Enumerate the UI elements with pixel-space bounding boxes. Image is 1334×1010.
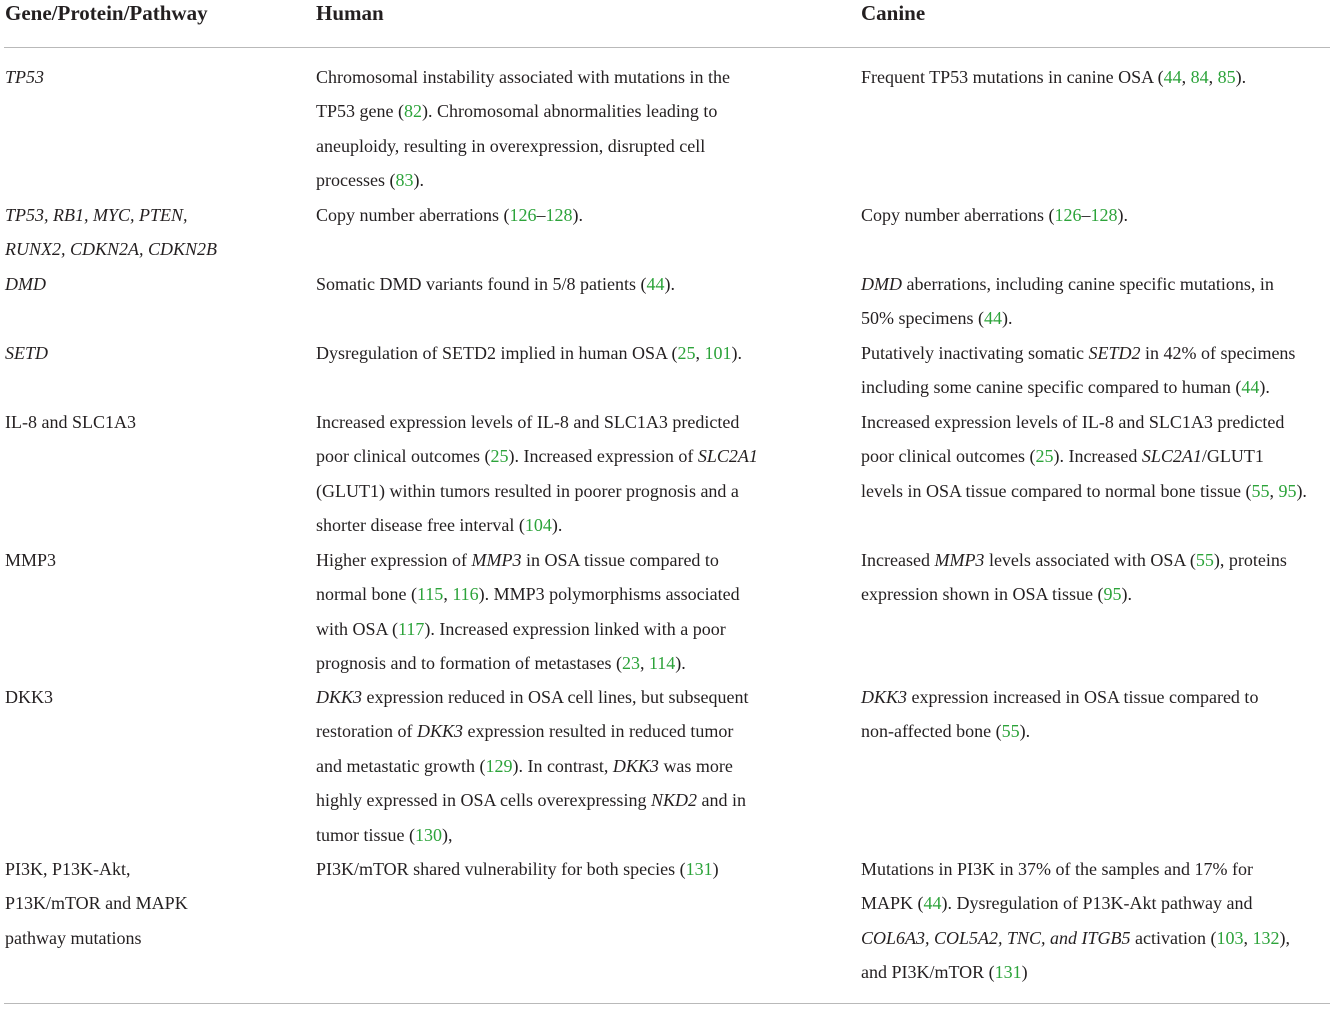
text-line <box>316 646 816 680</box>
italic-text: SETD <box>5 343 49 363</box>
human-cell <box>316 336 816 370</box>
text-segment: was more <box>658 755 733 776</box>
text-line <box>5 921 295 955</box>
text-line <box>316 818 816 852</box>
text-segment: ). Increased expression of <box>508 446 698 467</box>
reference-link[interactable]: 131 <box>685 859 713 879</box>
text-segment: highly expressed in OSA cells overexpressing <box>316 790 651 811</box>
text-segment: ) <box>1021 962 1028 983</box>
text-segment: , <box>1181 67 1191 87</box>
header-gene-protein-pathway: Gene/Protein/Pathway <box>5 1 208 25</box>
human-cell <box>316 405 816 543</box>
italic-text: MMP3 <box>471 550 522 570</box>
canine-cell <box>861 680 1331 749</box>
text-segment: TP53 gene ( <box>316 101 404 122</box>
text-segment: ). <box>1235 67 1247 87</box>
text-segment: in 42% of specimens <box>1140 343 1296 363</box>
text-segment: ). <box>572 205 583 225</box>
reference-link[interactable]: 116 <box>452 584 479 605</box>
reference-link[interactable]: 114 <box>648 653 676 674</box>
reference-link[interactable]: 23 <box>621 653 640 674</box>
text-segment: and PI3K/mTOR ( <box>861 962 995 983</box>
text-segment: 50% specimens ( <box>861 308 984 329</box>
text-segment: ). <box>664 274 675 294</box>
text-line <box>316 577 816 611</box>
text-segment: including some canine specific compared to human ( <box>861 377 1242 398</box>
text-segment: ). MMP3 polymorphisms associated <box>478 584 740 605</box>
reference-link[interactable]: 44 <box>1163 67 1182 87</box>
reference-link[interactable]: 44 <box>646 274 665 294</box>
text-segment: ). <box>1117 205 1128 225</box>
text-segment: ). Increased expression linked with a poor <box>424 618 726 639</box>
italic-text: TP53 <box>5 67 45 87</box>
text-segment: in OSA tissue compared to <box>521 550 719 570</box>
canine-cell <box>861 852 1331 990</box>
italic-text: RUNX2, CDKN2A, CDKN2B <box>5 239 218 260</box>
canine-cell <box>861 543 1331 612</box>
text-segment: Somatic DMD variants found in 5/8 patients ( <box>316 274 647 294</box>
text-segment: ). <box>731 343 742 363</box>
text-line <box>861 336 1331 370</box>
table-header-row <box>0 0 1334 48</box>
text-segment: Frequent TP53 mutations in canine OSA ( <box>861 67 1164 87</box>
text-line <box>861 301 1331 335</box>
gene-cell <box>5 198 295 267</box>
reference-link[interactable]: 129 <box>485 755 513 776</box>
text-segment: ). <box>1121 584 1132 605</box>
italic-text: COL6A3, COL5A2, TNC, and ITGB5 <box>861 927 1131 948</box>
text-line <box>861 370 1331 404</box>
text-segment: – <box>536 205 546 225</box>
text-segment: with OSA ( <box>316 618 399 639</box>
table-bottom-rule <box>4 1003 1330 1004</box>
text-segment: , <box>1269 480 1279 501</box>
human-cell <box>316 680 816 852</box>
text-line <box>861 886 1331 920</box>
reference-link[interactable]: 55 <box>1001 721 1020 742</box>
text-segment: expression shown in OSA tissue ( <box>861 584 1104 605</box>
text-segment: poor clinical outcomes ( <box>861 446 1036 467</box>
text-segment: /GLUT1 <box>1201 446 1264 467</box>
reference-link[interactable]: 84 <box>1190 67 1209 87</box>
text-segment: PI3K/mTOR shared vulnerability for both species ( <box>316 859 686 879</box>
text-segment: Increased expression levels of IL-8 and SLC1A3 predicted <box>861 412 1285 432</box>
italic-text: DKK3 <box>316 687 363 707</box>
text-line <box>5 232 295 266</box>
text-segment: ), <box>442 824 453 845</box>
text-segment: ), proteins <box>1213 550 1287 570</box>
text-line <box>861 852 1331 886</box>
canine-cell <box>861 60 1331 94</box>
italic-text: SETD2 <box>1088 343 1141 363</box>
text-segment: Increased expression levels of IL-8 and SLC1A3 predicted <box>316 412 740 432</box>
header-human: Human <box>316 1 384 25</box>
text-segment: poor clinical outcomes ( <box>316 446 491 467</box>
reference-link[interactable]: 115 <box>416 584 444 605</box>
text-line <box>316 543 816 577</box>
human-cell <box>316 267 816 301</box>
reference-link[interactable]: 55 <box>1251 480 1270 501</box>
canine-cell <box>861 405 1331 508</box>
text-line <box>316 852 816 886</box>
italic-text: DKK3 <box>612 755 659 776</box>
text-segment: prognosis and to formation of metastases ( <box>316 653 622 674</box>
italic-text: DKK3 <box>861 687 908 707</box>
text-segment: non-affected bone ( <box>861 721 1002 742</box>
text-segment: MAPK ( <box>861 893 924 914</box>
italic-text: NKD2 <box>650 790 697 811</box>
text-segment: expression resulted in reduced tumor <box>462 721 734 742</box>
text-segment: Increased <box>861 550 935 570</box>
text-line <box>316 474 816 508</box>
text-segment: activation ( <box>1130 927 1217 948</box>
reference-link[interactable]: 103 <box>1216 927 1244 948</box>
text-line <box>861 267 1331 301</box>
human-cell <box>316 543 816 681</box>
text-segment: levels associated with OSA ( <box>984 550 1196 570</box>
text-line <box>316 508 816 542</box>
reference-link[interactable]: 130 <box>415 824 442 845</box>
text-segment: ). Dysregulation of P13K-Akt pathway and <box>941 893 1253 914</box>
canine-cell <box>861 336 1331 405</box>
italic-text: DMD <box>5 274 46 294</box>
text-line <box>5 405 295 439</box>
text-segment: ). <box>1259 377 1270 398</box>
text-line <box>861 405 1331 439</box>
text-line <box>316 198 816 232</box>
text-segment: levels in OSA tissue compared to normal bone tissue ( <box>861 480 1252 501</box>
text-line <box>861 955 1331 989</box>
reference-link[interactable]: 83 <box>395 170 414 191</box>
reference-link[interactable]: 95 <box>1278 480 1297 501</box>
text-line <box>316 749 816 783</box>
italic-text: DMD <box>861 274 902 294</box>
italic-text: SLC2A1 <box>1141 446 1202 467</box>
text-line <box>861 474 1331 508</box>
text-segment: shorter disease free interval ( <box>316 515 525 536</box>
text-line <box>5 198 295 232</box>
text-segment: Chromosomal instability associated with mutations in the <box>316 67 730 87</box>
reference-link[interactable]: 25 <box>677 343 696 363</box>
reference-link[interactable]: 128 <box>545 205 573 225</box>
text-line <box>316 405 816 439</box>
text-segment: ) <box>712 859 719 879</box>
text-line <box>5 543 295 577</box>
italic-text: SLC2A1 <box>697 446 758 467</box>
italic-text: DKK3 <box>416 721 463 742</box>
canine-cell <box>861 198 1331 232</box>
italic-text: TP53, RB1, MYC, PTEN, <box>5 205 188 225</box>
reference-link[interactable]: 104 <box>524 515 552 536</box>
reference-link[interactable]: 44 <box>983 308 1002 329</box>
text-line <box>861 543 1331 577</box>
text-segment: (GLUT1) within tumors resulted in poorer prognosis and a <box>316 480 739 501</box>
text-line <box>5 680 295 714</box>
text-segment: aberrations, including canine specific mutations, in <box>902 274 1274 294</box>
text-segment: MMP3 <box>5 550 57 570</box>
gene-cell <box>5 852 295 955</box>
text-line <box>861 680 1331 714</box>
text-segment: ). <box>413 170 424 191</box>
text-line <box>861 60 1331 94</box>
text-line <box>316 94 816 128</box>
text-line <box>316 129 816 163</box>
text-segment: ). <box>675 653 686 674</box>
text-segment: ). In contrast, <box>512 755 613 776</box>
text-line <box>316 612 816 646</box>
reference-link[interactable]: 101 <box>704 343 732 363</box>
text-segment: , <box>639 653 649 674</box>
reference-link[interactable]: 131 <box>994 962 1022 983</box>
human-cell <box>316 60 816 198</box>
reference-link[interactable]: 126 <box>509 205 537 225</box>
text-segment: PI3K, P13K-Akt, <box>5 859 131 879</box>
text-segment: , <box>695 343 705 363</box>
text-segment: expression reduced in OSA cell lines, but subsequent <box>362 687 749 707</box>
human-cell <box>316 198 816 232</box>
reference-link[interactable]: 132 <box>1252 927 1280 948</box>
reference-link[interactable]: 55 <box>1195 550 1214 570</box>
reference-link[interactable]: 85 <box>1217 67 1236 87</box>
text-segment: ). <box>1296 480 1307 501</box>
text-line <box>316 714 816 748</box>
gene-cell <box>5 405 295 439</box>
text-segment: IL-8 and SLC1A3 <box>5 412 136 432</box>
text-segment: Copy number aberrations ( <box>316 205 510 225</box>
gene-cell <box>5 60 295 94</box>
text-line <box>861 921 1331 955</box>
text-segment: , <box>1208 67 1218 87</box>
gene-cell <box>5 267 295 301</box>
text-line <box>316 336 816 370</box>
reference-link[interactable]: 117 <box>398 618 425 639</box>
text-segment: , <box>1243 927 1253 948</box>
reference-link[interactable]: 44 <box>1241 377 1260 398</box>
reference-link[interactable]: 95 <box>1103 584 1122 605</box>
header-canine: Canine <box>861 1 926 25</box>
text-line <box>316 439 816 473</box>
text-segment: processes ( <box>316 170 396 191</box>
text-segment: expression increased in OSA tissue compared to <box>907 687 1259 707</box>
text-line <box>316 680 816 714</box>
text-line <box>861 198 1331 232</box>
text-segment: Dysregulation of SETD2 implied in human OSA ( <box>316 343 678 363</box>
text-segment: , <box>443 584 453 605</box>
text-line <box>316 60 816 94</box>
text-line <box>5 60 295 94</box>
reference-link[interactable]: 25 <box>1035 446 1054 467</box>
text-segment: ). <box>1001 308 1013 329</box>
text-line <box>5 336 295 370</box>
text-line <box>5 267 295 301</box>
text-segment: Putatively inactivating somatic <box>861 343 1089 363</box>
reference-link[interactable]: 128 <box>1090 205 1118 225</box>
canine-cell <box>861 267 1331 336</box>
text-segment: – <box>1081 205 1091 225</box>
text-segment: ). <box>551 515 563 536</box>
text-segment: restoration of <box>316 721 417 742</box>
text-line <box>5 852 295 886</box>
text-line <box>5 886 295 920</box>
text-segment: and in <box>696 790 746 811</box>
text-segment: Higher expression of <box>316 550 472 570</box>
text-segment: ). Increased <box>1053 446 1142 467</box>
text-segment: ). <box>1019 721 1031 742</box>
reference-link[interactable]: 126 <box>1054 205 1082 225</box>
gene-cell <box>5 680 295 714</box>
text-segment: and metastatic growth ( <box>316 755 486 776</box>
text-segment: Copy number aberrations ( <box>861 205 1055 225</box>
human-cell <box>316 852 816 886</box>
text-segment: DKK3 <box>5 687 53 707</box>
reference-link[interactable]: 82 <box>403 101 422 122</box>
text-line <box>861 439 1331 473</box>
text-line <box>861 714 1331 748</box>
header-divider <box>4 47 1330 48</box>
gene-cell <box>5 543 295 577</box>
text-segment: tumor tissue ( <box>316 824 415 845</box>
reference-link[interactable]: 25 <box>490 446 509 467</box>
text-line <box>316 267 816 301</box>
text-segment: ), <box>1279 927 1291 948</box>
text-line <box>861 577 1331 611</box>
italic-text: MMP3 <box>934 550 985 570</box>
text-segment: normal bone ( <box>316 584 417 605</box>
reference-link[interactable]: 44 <box>923 893 942 914</box>
text-segment: ). Chromosomal abnormalities leading to <box>421 101 718 122</box>
text-segment: Mutations in PI3K in 37% of the samples and 17% for <box>861 859 1253 879</box>
text-segment: P13K/mTOR and MAPK <box>5 893 188 914</box>
text-segment: pathway mutations <box>5 927 142 948</box>
text-line <box>316 163 816 197</box>
text-line <box>316 783 816 817</box>
gene-cell <box>5 336 295 370</box>
text-segment: aneuploidy, resulting in overexpression, disrupted cell <box>316 135 706 156</box>
